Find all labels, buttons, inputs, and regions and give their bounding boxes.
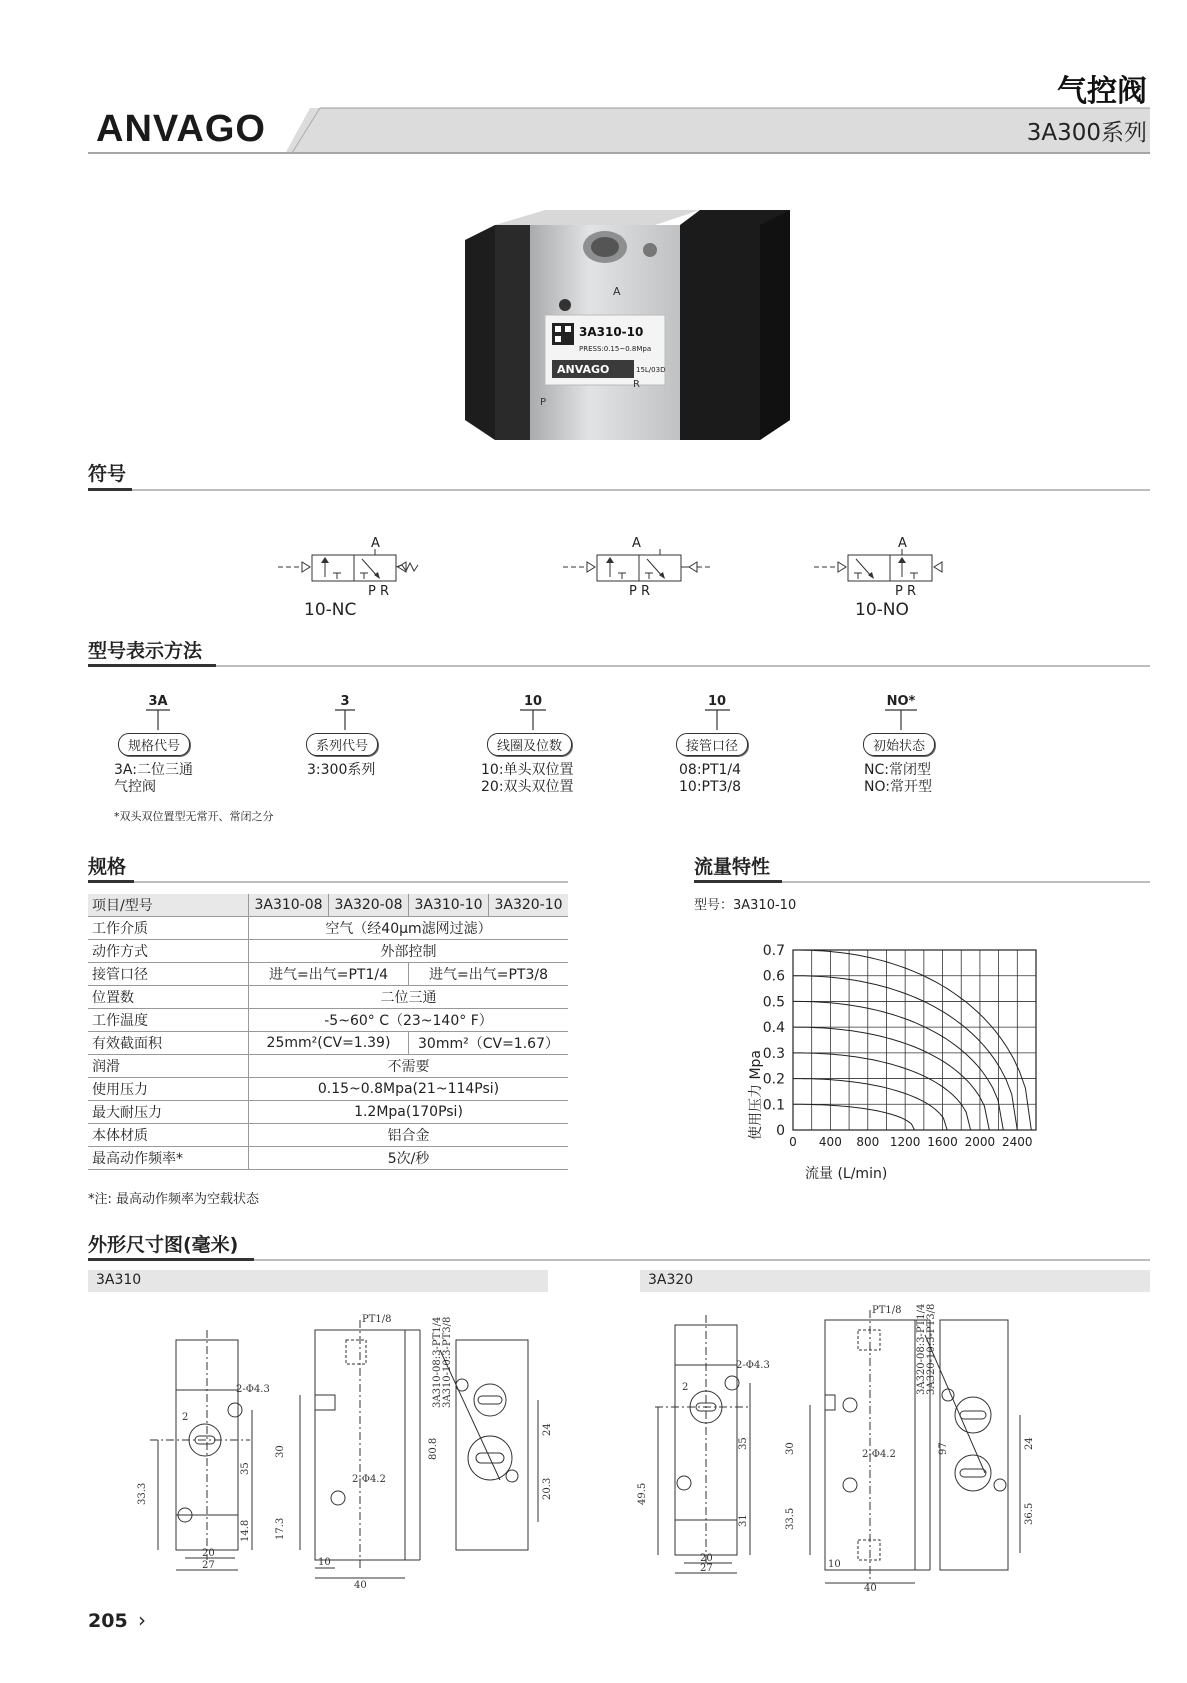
spec-header-cell: 3A320-08 xyxy=(329,894,409,917)
spec-row xyxy=(88,1078,568,1101)
dim-label: 2 xyxy=(182,1412,189,1423)
model-part-desc xyxy=(114,762,193,796)
spec-value: 外部控制 xyxy=(249,940,569,963)
spec-note: *注: 最高动作频率为空载状态 xyxy=(88,1192,260,1207)
symbol-port-pr: P R xyxy=(895,584,917,599)
dimension-tab-label: 3A310 xyxy=(96,1272,142,1288)
dim-label: 97 xyxy=(938,1442,949,1455)
dim-label: 10 xyxy=(828,1559,841,1570)
spec-title: 规格 xyxy=(88,856,127,878)
model-part-code: 3A xyxy=(148,694,168,709)
dim-label: 36.5 xyxy=(1024,1502,1035,1525)
dim-label: 24 xyxy=(1024,1437,1035,1450)
spec-key: 有效截面积 xyxy=(88,1032,249,1055)
brand-logo: ANVAGO xyxy=(96,108,266,150)
desc-line: NO:常开型 xyxy=(864,779,932,795)
model-part-desc xyxy=(481,762,574,796)
spec-key: 使用压力 xyxy=(88,1078,249,1101)
spec-value: 二位三通 xyxy=(249,986,569,1009)
dim-label: 30 xyxy=(275,1445,286,1458)
model-part-code: 3 xyxy=(340,694,350,709)
dim-label: 33.5 xyxy=(785,1507,796,1530)
dim-label: 2 xyxy=(682,1382,689,1393)
product-image xyxy=(455,205,815,445)
flow-chart-xtick: 400 xyxy=(818,1135,842,1149)
dim-label: 3A310-10:3-PT3/8 xyxy=(442,1316,453,1408)
model-code-title: 型号表示方法 xyxy=(88,640,203,662)
spec-value: -5~60° C（23~140° F） xyxy=(249,1009,569,1032)
flow-chart-xtick: 2400 xyxy=(1002,1135,1033,1149)
spec-row xyxy=(88,1009,568,1032)
spec-header-cell: 3A310-08 xyxy=(249,894,329,917)
flow-chart-ytick: 0.6 xyxy=(762,968,785,985)
spec-row xyxy=(88,963,568,986)
dim-label: 35 xyxy=(240,1462,251,1475)
dim-label: 20.3 xyxy=(542,1477,553,1500)
dim-label: 3A320-10:3-PT3/8 xyxy=(926,1303,937,1395)
section-underline xyxy=(88,664,216,667)
flow-chart-ytick: 0.3 xyxy=(762,1045,785,1062)
symbols-title: 符号 xyxy=(88,463,127,485)
dim-label: 24 xyxy=(542,1423,553,1436)
dim-label: 2-Φ4.2 xyxy=(862,1449,896,1460)
model-part-tag: 初始状态 xyxy=(863,733,935,756)
spec-row xyxy=(88,986,568,1009)
dim-label: 17.3 xyxy=(275,1517,286,1540)
model-part-desc xyxy=(679,762,741,796)
spec-value: 1.2Mpa(170Psi) xyxy=(249,1101,569,1124)
dim-label: 40 xyxy=(864,1583,877,1594)
symbol-port-a: A xyxy=(632,536,641,551)
flow-chart-ytick: 0.4 xyxy=(762,1020,785,1037)
dim-label: 2-Φ4.3 xyxy=(236,1384,270,1395)
spec-value: 不需要 xyxy=(249,1055,569,1078)
product-label-brand: ANVAGO xyxy=(557,363,610,376)
flow-chart-xlabel: 流量 (L/min) xyxy=(805,1166,888,1182)
dim-label: PT1/8 xyxy=(872,1305,902,1316)
dim-label: 31 xyxy=(738,1514,749,1527)
symbol-port-a: A xyxy=(898,536,907,551)
symbol-label: 10-NO xyxy=(855,600,909,620)
model-part-desc xyxy=(864,762,932,796)
symbol-port-pr: P R xyxy=(629,584,651,599)
model-part-code: NO* xyxy=(886,694,916,709)
page-header xyxy=(0,0,1187,160)
desc-line: 3:300系列 xyxy=(307,762,376,778)
spec-key: 本体材质 xyxy=(88,1124,249,1147)
spec-key: 最高动作频率* xyxy=(88,1147,249,1170)
model-part-tag: 接管口径 xyxy=(676,733,748,756)
spec-value: 25mm²(CV=1.39) xyxy=(249,1032,409,1055)
flow-chart-xtick: 0 xyxy=(789,1135,797,1149)
spec-value: 进气=出气=PT3/8 xyxy=(409,963,569,986)
dim-label: 30 xyxy=(785,1442,796,1455)
section-underline xyxy=(88,1258,254,1261)
section-underline xyxy=(694,880,782,883)
dimension-tab-label: 3A320 xyxy=(648,1272,694,1288)
spec-key: 润滑 xyxy=(88,1055,249,1078)
spec-header-cell: 3A320-10 xyxy=(489,894,569,917)
dim-label: 10 xyxy=(318,1557,331,1568)
dim-label: 14.8 xyxy=(240,1519,251,1542)
dim-label: 3A310-08:3-PT1/4 xyxy=(432,1316,443,1408)
dim-label: 80.8 xyxy=(428,1437,439,1460)
series-title: 3A300系列 xyxy=(1026,120,1147,146)
model-code-note: *双头双位置型无常开、常闭之分 xyxy=(114,810,274,823)
spec-value: 铝合金 xyxy=(249,1124,569,1147)
spec-row xyxy=(88,1032,568,1055)
symbol-port-a: A xyxy=(371,536,380,551)
flow-chart-xtick: 2000 xyxy=(964,1135,996,1149)
page-title: 气控阀 xyxy=(1057,74,1147,109)
dimensions-title: 外形尺寸图(毫米) xyxy=(88,1234,239,1256)
desc-line: 20:双头双位置 xyxy=(481,779,574,795)
drawing-3a320 xyxy=(637,1295,1160,1595)
dim-label: 3A320-08:3-PT1/4 xyxy=(916,1303,927,1395)
flow-chart-xtick: 1600 xyxy=(927,1135,958,1149)
flow-chart-xtick: 1200 xyxy=(889,1135,921,1149)
model-part-desc xyxy=(307,762,375,779)
symbol-label: 10-NC xyxy=(304,600,357,620)
section-underline xyxy=(88,880,134,883)
spec-key: 工作温度 xyxy=(88,1009,249,1032)
dim-label: 35 xyxy=(738,1437,749,1450)
dim-label: 40 xyxy=(354,1580,367,1591)
symbol-middle xyxy=(555,535,715,625)
flow-model: 型号：3A310-10 xyxy=(694,898,797,913)
model-part-tag: 规格代号 xyxy=(118,733,190,756)
product-port-p: P xyxy=(540,397,547,408)
spec-key: 接管口径 xyxy=(88,963,249,986)
flow-chart-ytick: 0.5 xyxy=(762,994,785,1011)
section-divider xyxy=(88,881,568,883)
dim-label: PT1/8 xyxy=(362,1314,392,1325)
spec-key: 工作介质 xyxy=(88,917,249,940)
desc-line: NC:常闭型 xyxy=(864,762,931,778)
flow-chart-ytick: 0.1 xyxy=(762,1097,785,1114)
spec-value: 0.15~0.8Mpa(21~114Psi) xyxy=(249,1078,569,1101)
dim-label: 20 xyxy=(700,1553,713,1564)
spec-row xyxy=(88,940,568,963)
spec-value: 空气（经40μm滤网过滤） xyxy=(249,917,569,940)
product-label-model: 3A310-10 xyxy=(579,325,644,339)
flow-chart-ylabel: 使用压力 Mpa xyxy=(748,1050,764,1140)
desc-line: 08:PT1/4 xyxy=(679,762,742,778)
dimension-tab-3a310 xyxy=(88,1270,548,1292)
flow-chart-xtick: 800 xyxy=(856,1135,880,1149)
dim-label: 33.3 xyxy=(137,1482,148,1505)
drawing-3a310 xyxy=(137,1300,610,1591)
spec-header-cell: 项目/型号 xyxy=(88,894,249,917)
section-divider xyxy=(88,489,1150,491)
section-divider xyxy=(88,665,1150,667)
spec-row xyxy=(88,917,568,940)
product-label-press: PRESS:0.15~0.8Mpa xyxy=(579,345,652,353)
spec-value: 进气=出气=PT1/4 xyxy=(249,963,409,986)
spec-row xyxy=(88,1147,568,1170)
spec-header-row xyxy=(88,894,568,917)
flow-chart-ytick: 0.2 xyxy=(762,1071,785,1088)
model-part-tag: 线圈及位数 xyxy=(487,733,572,756)
spec-table xyxy=(88,894,568,1170)
spec-key: 位置数 xyxy=(88,986,249,1009)
dim-label: 2-Φ4.3 xyxy=(736,1360,770,1371)
model-part-code: 10 xyxy=(707,694,727,709)
spec-value: 30mm²（CV=1.67） xyxy=(409,1032,569,1055)
desc-line: 气控阀 xyxy=(114,779,156,795)
product-label-code: 15L/03D xyxy=(636,366,666,374)
desc-line: 10:单头双位置 xyxy=(481,762,574,778)
section-underline xyxy=(88,488,132,491)
dim-label: 2-Φ4.2 xyxy=(352,1474,386,1485)
product-port-r: R xyxy=(633,379,640,390)
desc-line: 10:PT3/8 xyxy=(679,779,742,795)
flow-chart-ytick: 0 xyxy=(776,1123,785,1139)
dim-label: 20 xyxy=(202,1548,215,1559)
dim-label: 49.5 xyxy=(637,1482,648,1505)
flow-chart xyxy=(740,930,1120,1190)
desc-line: 3A:二位三通 xyxy=(114,762,193,778)
symbol-10-no xyxy=(810,535,970,625)
dim-label: 27 xyxy=(700,1563,713,1574)
flow-chart-ytick: 0.7 xyxy=(762,943,785,959)
dimension-tab-3a320 xyxy=(640,1270,1150,1292)
flow-title: 流量特性 xyxy=(694,856,771,878)
spec-row xyxy=(88,1101,568,1124)
symbol-port-pr: P R xyxy=(368,584,390,599)
spec-header-cell: 3A310-10 xyxy=(409,894,489,917)
page-number: 205 xyxy=(88,1610,128,1632)
next-page-arrow[interactable]: › xyxy=(138,1608,146,1632)
spec-value: 5次/秒 xyxy=(249,1147,569,1170)
spec-key: 最大耐压力 xyxy=(88,1101,249,1124)
model-part-code: 10 xyxy=(523,694,543,709)
flow-chart-series-line xyxy=(793,1104,915,1130)
spec-row xyxy=(88,1124,568,1147)
model-part-tag: 系列代号 xyxy=(306,733,378,756)
spec-row xyxy=(88,1055,568,1078)
spec-key: 动作方式 xyxy=(88,940,249,963)
dim-label: 27 xyxy=(202,1560,215,1571)
symbol-10-nc xyxy=(270,535,430,625)
product-port-a: A xyxy=(613,285,621,298)
